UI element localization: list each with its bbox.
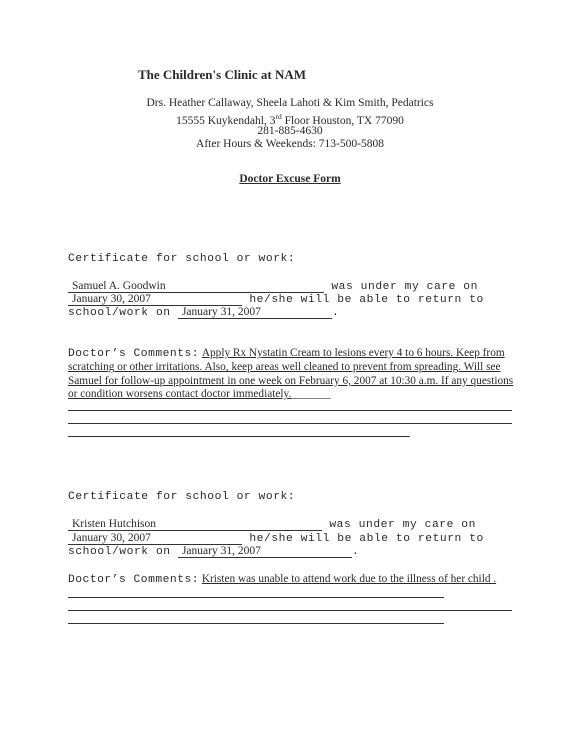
certificate-2-line-2	[68, 532, 484, 545]
certificate-2-patient: Kristen Hutchison	[68, 518, 322, 531]
address-street: 15555 Kuykendahl, 3	[176, 114, 276, 127]
certificate-1-care-date: January 30, 2007	[68, 293, 242, 306]
blank-line	[68, 410, 512, 411]
under-care-label: was under my care on	[331, 281, 478, 293]
under-care-label: was under my care on	[329, 519, 476, 531]
certificate-2-care-date: January 30, 2007	[68, 532, 242, 545]
comments-label: Doctor’s Comments:	[68, 348, 200, 360]
certificate-2-line-1	[68, 518, 476, 531]
certificate-2-comments	[68, 573, 515, 587]
comments-label: Doctor’s Comments:	[68, 574, 200, 586]
blank-line	[68, 436, 410, 437]
address-city: Floor Houston, TX 77090	[281, 114, 404, 127]
school-work-label: school/work on	[68, 546, 171, 558]
certificate-1-line-1	[68, 280, 478, 293]
certificate-1-return-date: January 31, 2007	[178, 306, 332, 319]
certificate-2-return-date: January 31, 2007	[178, 545, 352, 558]
blank-line	[68, 597, 444, 598]
certificate-1-comments-text: Apply Rx Nystatin Cream to lesions every 4 to 6 hours. Keep from scratching or other irritations. Also, keep areas well cleaned to prevent from spreading. Will see Samuel for follow-up appointment in one week on February 6, 2007 at 10:30 a.m. If any questions or condition worsens contact doctor immediately.	[68, 347, 514, 401]
certificate-1-line-3: school/work on January 31, 2007 .	[68, 306, 340, 319]
phone-line: 281-885-4630	[257, 125, 323, 137]
certificate-1-line-2	[68, 293, 484, 306]
certificate-2-comments-text: Kristen was unable to attend work due to the illness of her child .	[201, 573, 497, 585]
certificate-2-heading: Certificate for school or work:	[68, 491, 296, 503]
certificate-1-comments: Doctor’s Comments: Apply Rx Nystatin Cream to lesions every 4 to 6 hours. Keep from scratching or other irritations. Also, keep areas well cleaned to prevent from spreading. Will see Samuel for follow-up appointment in one week on February 6, 2007 at 10:30 a.m. If any questions or condition worsens contact doctor immediately._______	[68, 347, 514, 401]
certificate-1-patient: Samuel A. Goodwin	[68, 280, 324, 293]
blank-line	[68, 623, 444, 624]
certificate-1-heading: Certificate for school or work:	[68, 253, 296, 265]
doctors-line: Drs. Heather Callaway, Sheela Lahoti & Kim Smith, Pedatrics	[146, 97, 434, 109]
school-work-label: school/work on	[68, 307, 171, 319]
certificate-2-line-3: school/work on January 31, 2007 .	[68, 545, 360, 558]
return-label: he/she will be able to return to	[249, 294, 484, 306]
form-title: Doctor Excuse Form	[239, 173, 341, 185]
blank-line	[68, 610, 512, 611]
address-floor-suffix: rd	[275, 112, 282, 121]
return-label: he/she will be able to return to	[249, 533, 484, 545]
clinic-name: The Children's Clinic at NAM	[138, 67, 307, 82]
after-hours-line: After Hours & Weekends: 713-500-5808	[196, 138, 384, 150]
blank-line	[68, 423, 512, 424]
